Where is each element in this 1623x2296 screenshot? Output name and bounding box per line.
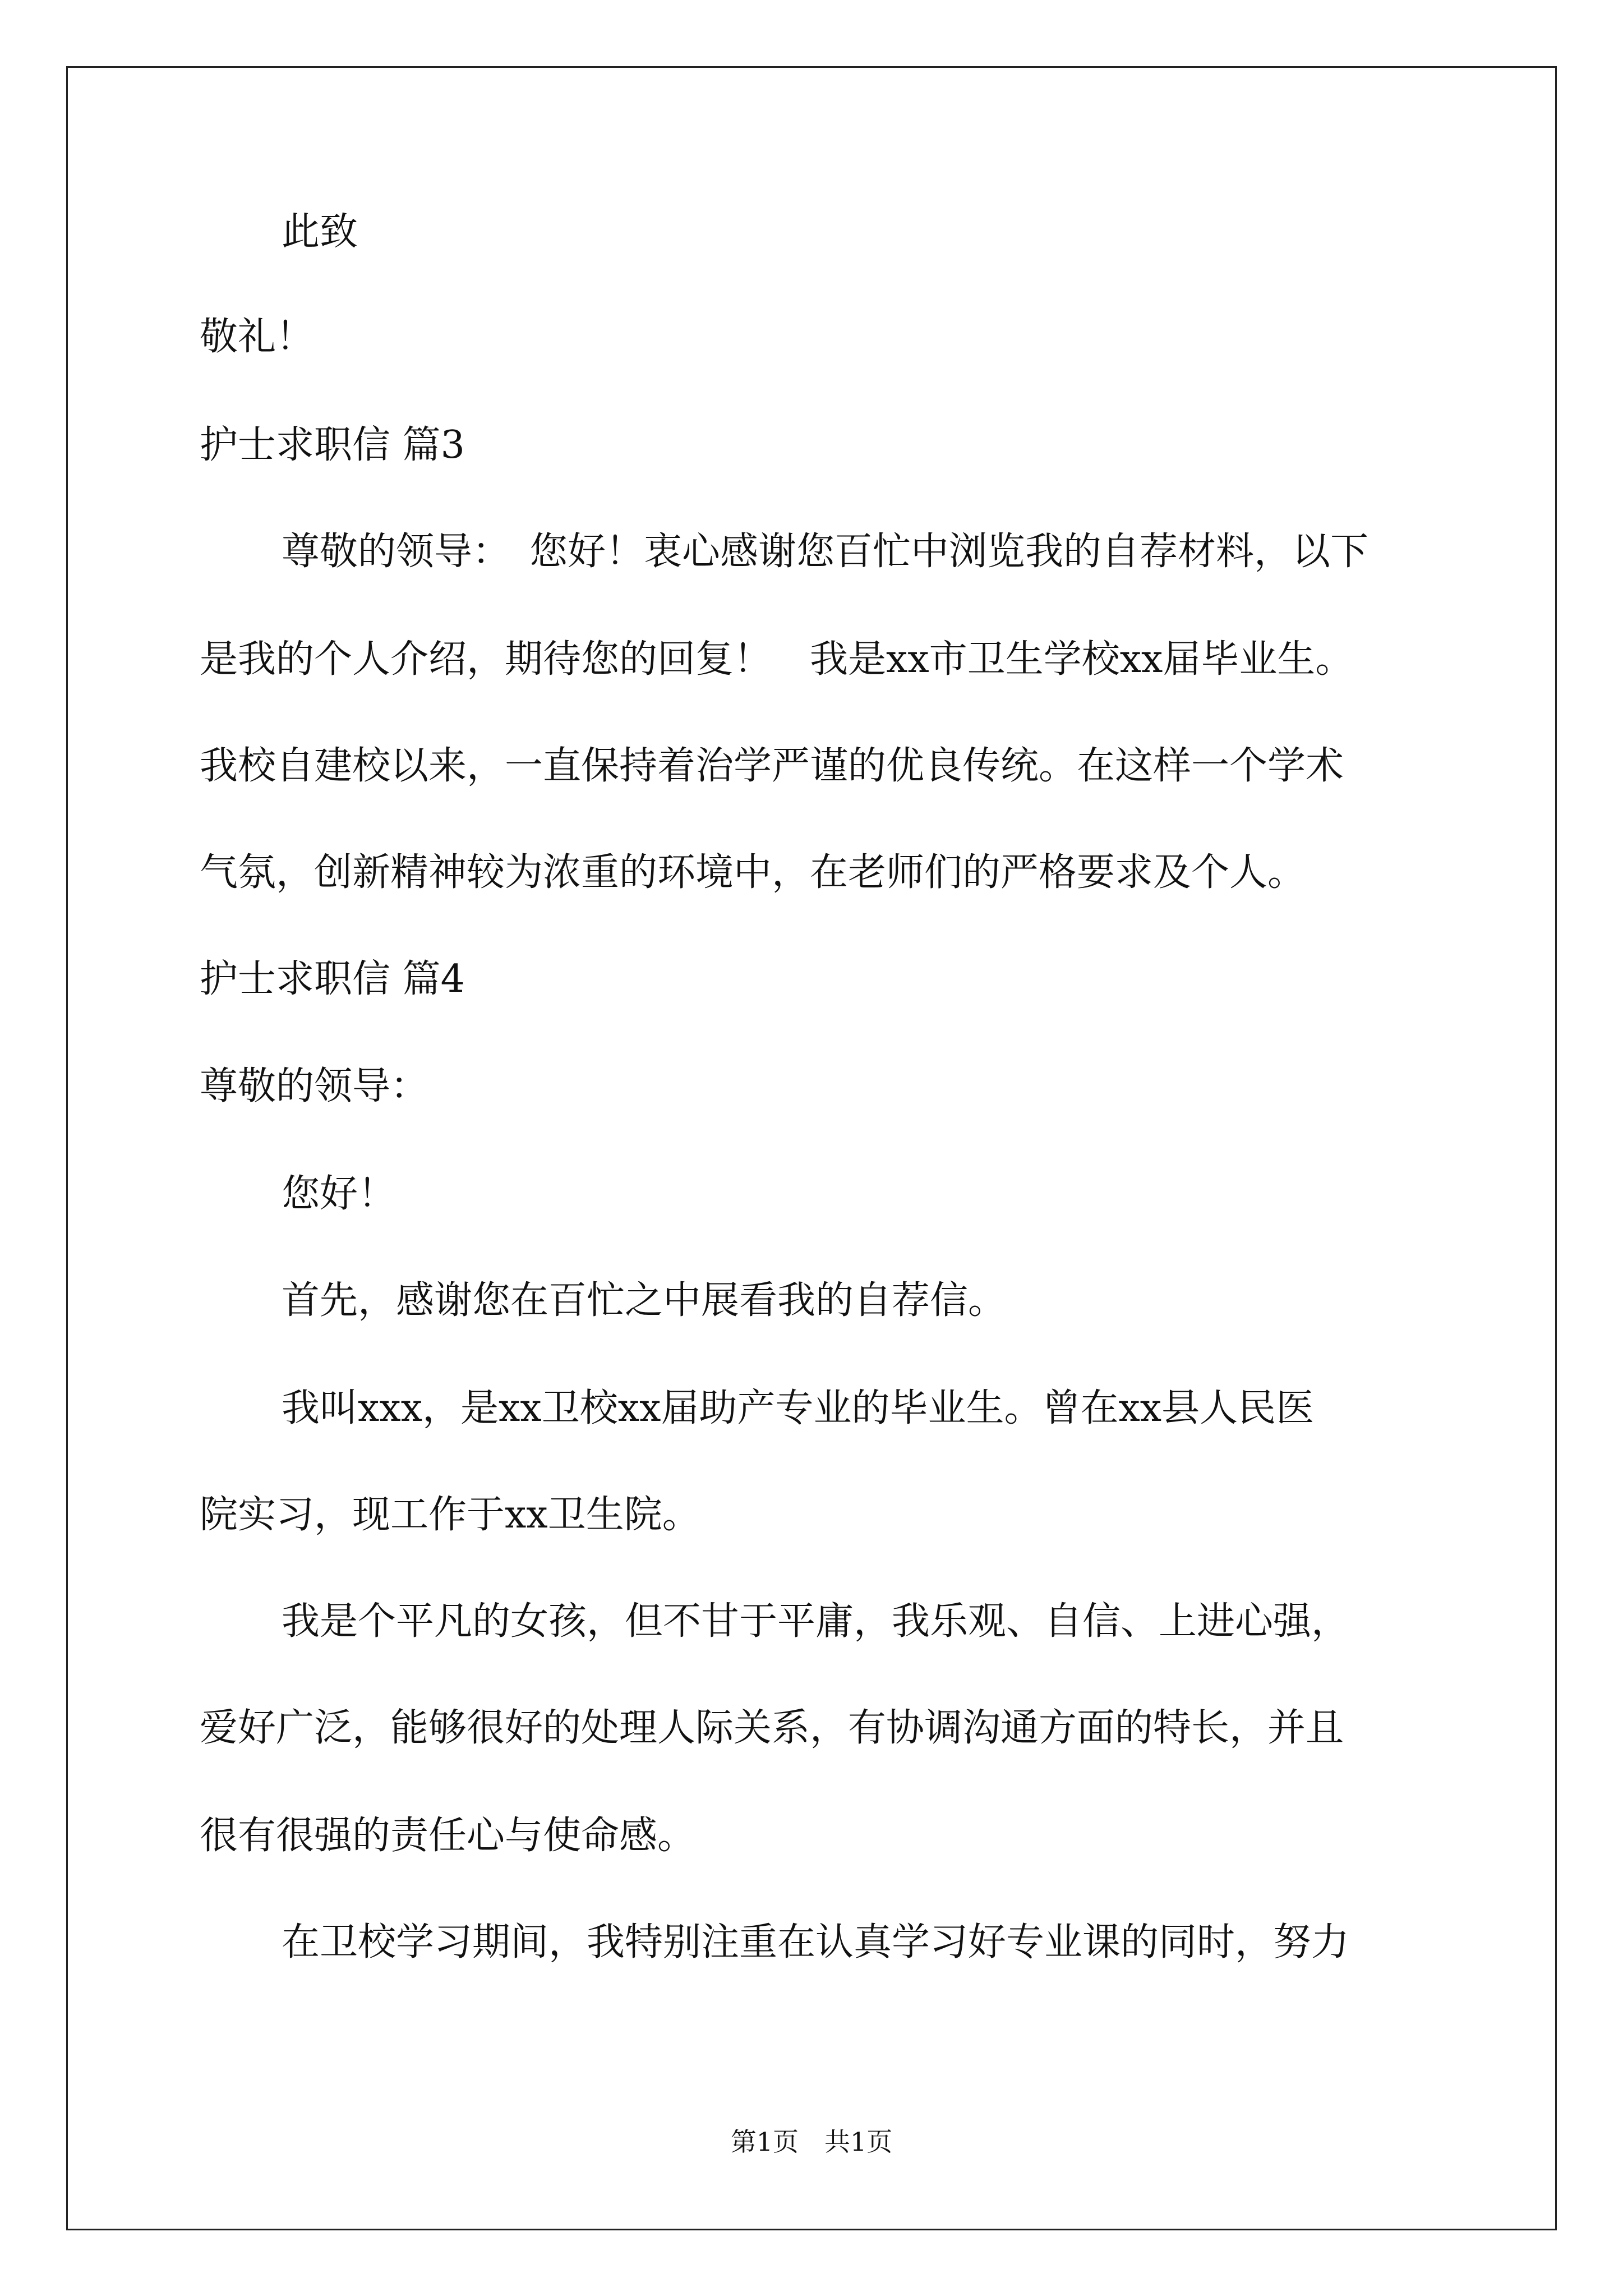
paragraph-line: 在卫校学习期间，我特别注重在认真学习好专业课的同时，努力 xyxy=(282,1920,1350,1964)
page-border xyxy=(66,66,1557,2230)
paragraph-line: 尊敬的领导： 您好！衷心感谢您百忙中浏览我的自荐材料，以下 xyxy=(282,530,1369,574)
page-footer: 第1页 共1页 xyxy=(730,2127,893,2157)
paragraph-line: 很有很强的责任心与使命感。 xyxy=(200,1814,696,1858)
paragraph-line: 是我的个人介绍，期待您的回复！ 我是xx市卫生学校xx届毕业生。 xyxy=(200,637,1354,682)
section-heading-4: 护士求职信 篇4 xyxy=(200,957,465,1001)
section-heading-3: 护士求职信 篇3 xyxy=(200,423,465,467)
paragraph-line: 我叫xxx，是xx卫校xx届助产专业的毕业生。曾在xx县人民医 xyxy=(282,1386,1315,1430)
paragraph-line: 院实习，现工作于xx卫生院。 xyxy=(200,1493,700,1537)
closing-regards: 敬礼！ xyxy=(200,315,315,359)
greeting: 您好！ xyxy=(282,1172,396,1216)
paragraph-line: 我是个平凡的女孩，但不甘于平庸，我乐观、自信、上进心强， xyxy=(282,1599,1350,1644)
paragraph-line: 我校自建校以来，一直保持着治学严谨的优良传统。在这样一个学术 xyxy=(200,744,1344,788)
closing-salutation: 此致 xyxy=(282,210,358,254)
paragraph-line: 爱好广泛，能够很好的处理人际关系，有协调沟通方面的特长，并且 xyxy=(200,1706,1344,1750)
paragraph-line: 气氛，创新精神较为浓重的环境中，在老师们的严格要求及个人。 xyxy=(200,850,1306,895)
paragraph-line: 首先，感谢您在百忙之中展看我的自荐信。 xyxy=(282,1278,1007,1323)
letter-salutation: 尊敬的领导： xyxy=(200,1064,429,1108)
